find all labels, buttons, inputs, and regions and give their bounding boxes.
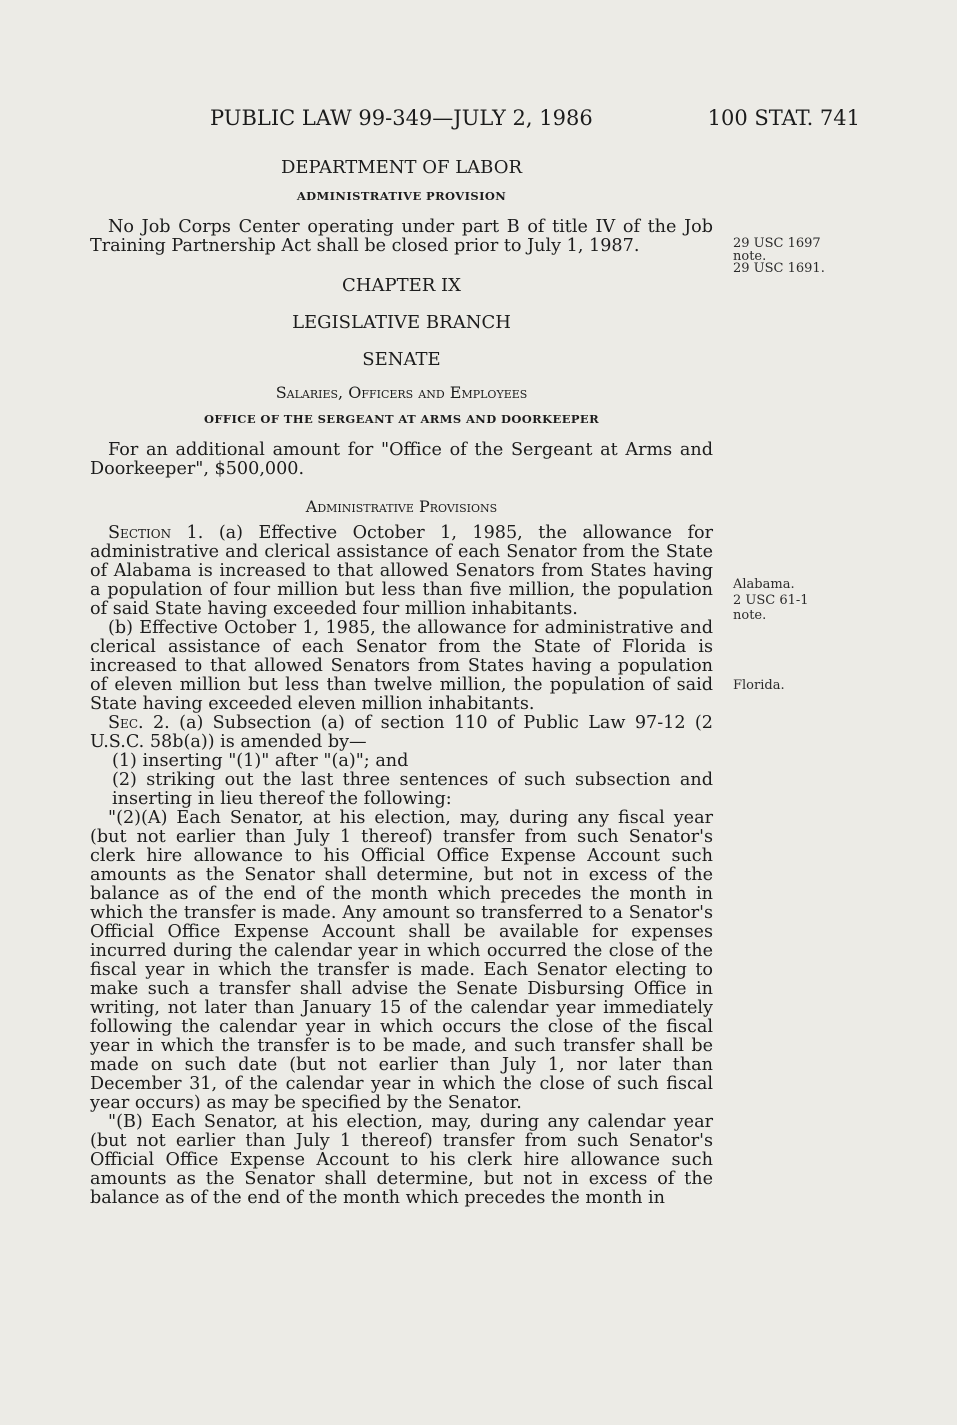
salaries-heading: Salaries, Officers and Employees <box>275 383 528 402</box>
additional-amount-paragraph: For an additional amount for "Office of the Sergeant at Arms and Doorkeeper", $500,000. <box>90 440 713 479</box>
chapter-heading: CHAPTER IX <box>342 275 461 296</box>
margin-note-usc61: 2 USC 61-1 <box>733 593 809 608</box>
paragraph-2A: "(2)(A) Each Senator, at his election, may, during any fiscal year (but not earlier than July 1 thereof) transfer from such Senator's clerk hire allowance to his Official Office Expense Account such amounts as the Senator shall determine, but not in excess of the balance as of the end of the month which precedes the month in which the transfer is made. Any amount so transferred to a Senator's Official Office Expense Account shall be available for expenses incurred during the calendar year in which occurred the close of the fiscal year in which the transfer is made. Each Senator electing to make such a transfer shall advise the Senate Disbursing Office in writing, not later than January 15 of the calendar year immediately following the calendar year in which occurs the close of the fiscal year in which the transfer is to be made, and such transfer shall be made on such date (but not earlier than July 1, nor later than December 31, of the calendar year in which the close of such fiscal year occurs) as may be specified by the Senator. <box>90 808 713 1113</box>
clause-2-paragraph: (2) striking out the last three sentences of such subsection and inserting in lieu thereof the following: <box>112 770 713 809</box>
job-corps-paragraph: No Job Corps Center operating under part B of title IV of the Job Training Partnership Act shall be closed prior to July 1, 1987. <box>90 217 713 256</box>
stat-citation: 100 STAT. 741 <box>707 106 860 130</box>
branch-heading: LEGISLATIVE BRANCH <box>292 312 511 333</box>
paragraph-2B: "(B) Each Senator, at his election, may, during any calendar year (but not earlier than July 1 thereof) transfer from such Senator's Official Office Expense Account to his clerk hire allowance such amounts as the Senator shall determine, but not in excess of the balance as of the end of the month which precedes the month in <box>90 1112 713 1208</box>
margin-note-usc1691: 29 USC 1691. <box>733 261 825 276</box>
running-title: PUBLIC LAW 99-349—JULY 2, 1986 <box>210 106 593 130</box>
margin-note-note2: note. <box>733 608 767 623</box>
page-header <box>90 106 860 136</box>
section-2a-paragraph <box>90 714 713 752</box>
section-label: Section <box>108 523 172 543</box>
margin-note-usc1697: 29 USC 1697 <box>733 236 821 251</box>
margin-note-florida: Florida. <box>733 678 785 693</box>
admin-provisions-heading: Administrative Provisions <box>305 497 498 516</box>
document-body <box>90 158 713 1208</box>
section-2a-text: 2. (a) Subsection (a) of section 110 of Public Law 97-12 (2 U.S.C. 58b(a)) is amended by— <box>90 713 713 752</box>
admin-provision-heading: ADMINISTRATIVE PROVISION <box>296 189 507 203</box>
section-1b-paragraph: (b) Effective October 1, 1985, the allowance for administrative and clerical assistance of each Senator from the State of Florida is increased to that allowed Senators from States having a population of eleven million but less than twelve million, the population of said State having exceeded eleven million inhabitants. <box>90 618 713 714</box>
department-heading: DEPARTMENT OF LABOR <box>280 157 523 178</box>
section-1a-text: 1. (a) Effective October 1, 1985, the allowance for administrative and clerical assistance of each Senator from the State of Alabama is increased to that allowed Senators from States having a population of four million but less than five million, the population of said State having exceeded four million inhabitants. <box>90 523 713 619</box>
margin-note-alabama: Alabama. <box>733 577 795 592</box>
sergeant-office-heading: OFFICE OF THE SERGEANT AT ARMS AND DOORKEEPER <box>203 412 600 426</box>
margin-note-note1: note. <box>733 249 767 264</box>
senate-heading: SENATE <box>362 349 441 370</box>
sec-label: Sec. <box>108 713 144 733</box>
clause-1-paragraph: (1) inserting "(1)" after "(a)"; and <box>112 751 409 771</box>
section-1a-paragraph <box>90 524 713 619</box>
